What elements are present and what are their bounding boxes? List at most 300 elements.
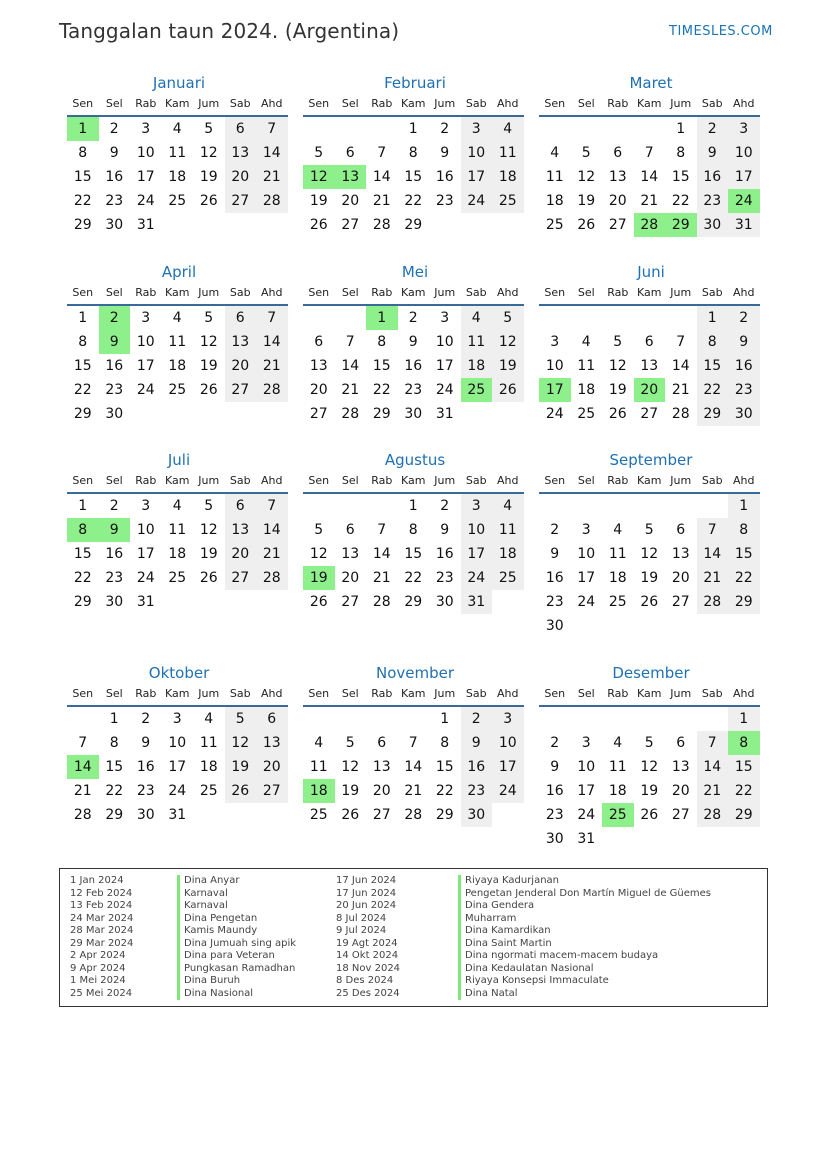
day-cell: 9 <box>440 522 450 538</box>
day-cell: 12 <box>640 759 659 775</box>
month-november <box>303 663 527 827</box>
day-cell: 4 <box>204 711 214 727</box>
day-cell: 16 <box>105 358 124 374</box>
day-cell: 28 <box>671 406 690 422</box>
day-cell: 9 <box>728 330 760 354</box>
weekday-header: Jum <box>665 286 697 306</box>
weekday-header: Jum <box>193 474 225 494</box>
day-cell: 4 <box>172 310 182 326</box>
weekday-header: Kam <box>398 97 430 117</box>
day-cell: 28 <box>341 406 360 422</box>
day-cell: 3 <box>581 735 591 751</box>
day-cell: 29 <box>404 217 423 233</box>
month-days-grid <box>303 286 527 426</box>
holiday-name: Dina Kamardikan <box>458 925 711 938</box>
day-cell: 10 <box>577 759 596 775</box>
day-cell: 25 <box>608 594 627 610</box>
day-cell: 29 <box>105 807 124 823</box>
day-cell: 4 <box>492 117 524 141</box>
weekday-header: Sel <box>335 286 367 306</box>
weekday-header: Kam <box>398 687 430 707</box>
day-cell: 13 <box>640 358 659 374</box>
day-cell: 7 <box>256 117 288 141</box>
month-name: Juni <box>637 263 665 281</box>
day-cell: 9 <box>440 145 450 161</box>
day-cell: 10 <box>545 358 564 374</box>
day-cell: 23 <box>697 189 729 213</box>
day-cell: 31 <box>461 590 493 614</box>
day-cell: 17 <box>577 570 596 586</box>
weekday-header: Rab <box>602 286 634 306</box>
day-cell: 16 <box>435 169 454 185</box>
day-cell: 4 <box>613 735 623 751</box>
month-februari <box>303 73 527 237</box>
empty-day-cell <box>398 707 430 731</box>
weekday-header: Sen <box>303 474 335 494</box>
day-cell: 18 <box>608 783 627 799</box>
day-cell: 16 <box>545 783 564 799</box>
empty-day-cell <box>571 494 603 518</box>
day-cell: 20 <box>671 570 690 586</box>
day-cell: 6 <box>613 145 623 161</box>
day-cell: 23 <box>435 193 454 209</box>
day-cell: 28 <box>372 594 391 610</box>
day-cell: 8 <box>408 522 418 538</box>
day-cell: 19 <box>640 570 659 586</box>
day-cell: 12 <box>608 358 627 374</box>
day-cell: 4 <box>492 494 524 518</box>
day-cell: 5 <box>581 145 591 161</box>
day-cell: 4 <box>613 522 623 538</box>
day-cell: 17 <box>136 358 155 374</box>
day-cell: 19 <box>492 354 524 378</box>
day-cell: 8 <box>78 334 88 350</box>
holiday-name: Dina Jumuah sing apik <box>177 938 296 951</box>
empty-day-cell <box>539 494 571 518</box>
holiday-day-cell: 2 <box>99 306 131 330</box>
day-cell: 24 <box>435 382 454 398</box>
weekday-header: Kam <box>398 474 430 494</box>
day-cell: 31 <box>728 213 760 237</box>
day-cell: 11 <box>608 546 627 562</box>
day-cell: 18 <box>492 165 524 189</box>
holiday-date: 1 Mei 2024 <box>70 975 126 986</box>
day-cell: 21 <box>671 382 690 398</box>
day-cell: 15 <box>73 358 92 374</box>
empty-day-cell <box>665 306 697 330</box>
day-cell: 19 <box>309 193 328 209</box>
brand-link[interactable]: TIMESLES.COM <box>669 24 773 39</box>
month-name: November <box>375 664 455 682</box>
weekday-header: Sab <box>461 474 493 494</box>
day-cell: 16 <box>105 169 124 185</box>
day-cell: 27 <box>671 594 690 610</box>
day-cell: 14 <box>671 358 690 374</box>
weekday-header: Rab <box>366 687 398 707</box>
day-cell: 15 <box>105 759 124 775</box>
day-cell: 23 <box>545 594 564 610</box>
day-cell: 25 <box>168 570 187 586</box>
day-cell: 7 <box>377 522 387 538</box>
holiday-name: Dina Anyar <box>177 875 296 888</box>
day-cell: 2 <box>109 498 119 514</box>
day-cell: 1 <box>408 121 418 137</box>
day-cell: 6 <box>345 522 355 538</box>
day-cell: 12 <box>199 522 218 538</box>
day-cell: 15 <box>73 169 92 185</box>
day-cell: 2 <box>461 707 493 731</box>
month-days-grid <box>303 97 527 237</box>
day-cell: 17 <box>435 358 454 374</box>
day-cell: 23 <box>728 378 760 402</box>
weekday-header: Rab <box>366 474 398 494</box>
day-cell: 3 <box>141 121 151 137</box>
day-cell: 27 <box>372 807 391 823</box>
day-cell: 15 <box>404 546 423 562</box>
day-cell: 26 <box>577 217 596 233</box>
weekday-header: Ahd <box>256 97 288 117</box>
weekday-header: Ahd <box>492 286 524 306</box>
day-cell: 5 <box>225 707 257 731</box>
month-agustus <box>303 450 527 614</box>
day-cell: 25 <box>199 783 218 799</box>
day-cell: 8 <box>109 735 119 751</box>
day-cell: 16 <box>461 755 493 779</box>
day-cell: 2 <box>697 117 729 141</box>
holiday-name: Dina Kedaulatan Nasional <box>458 963 711 976</box>
day-cell: 12 <box>640 546 659 562</box>
weekday-header: Kam <box>162 97 194 117</box>
holiday-name: Dina Nasional <box>177 988 296 1001</box>
day-cell: 11 <box>168 522 187 538</box>
day-cell: 21 <box>256 354 288 378</box>
day-cell: 17 <box>577 783 596 799</box>
weekday-header: Sab <box>697 97 729 117</box>
weekday-header: Rab <box>602 474 634 494</box>
day-cell: 30 <box>404 406 423 422</box>
day-cell: 25 <box>309 807 328 823</box>
empty-day-cell <box>634 117 666 141</box>
weekday-header: Sel <box>335 97 367 117</box>
day-cell: 6 <box>225 494 257 518</box>
day-cell: 2 <box>109 121 119 137</box>
day-cell: 2 <box>408 310 418 326</box>
day-cell: 5 <box>644 735 654 751</box>
holiday-day-cell: 28 <box>634 213 666 237</box>
day-cell: 10 <box>136 334 155 350</box>
day-cell: 22 <box>73 570 92 586</box>
day-cell: 28 <box>697 590 729 614</box>
day-cell: 1 <box>728 707 760 731</box>
day-cell: 23 <box>404 382 423 398</box>
day-cell: 12 <box>577 169 596 185</box>
day-cell: 27 <box>225 566 257 590</box>
day-cell: 31 <box>577 831 596 847</box>
day-cell: 21 <box>404 783 423 799</box>
month-name: Maret <box>629 74 673 92</box>
day-cell: 2 <box>440 121 450 137</box>
day-cell: 11 <box>608 759 627 775</box>
weekday-header: Ahd <box>492 474 524 494</box>
day-cell: 24 <box>136 193 155 209</box>
day-cell: 10 <box>728 141 760 165</box>
day-cell: 26 <box>309 217 328 233</box>
day-cell: 13 <box>309 358 328 374</box>
day-cell: 30 <box>728 402 760 426</box>
day-cell: 15 <box>372 358 391 374</box>
day-cell: 22 <box>697 378 729 402</box>
holiday-date: 28 Mar 2024 <box>70 925 134 936</box>
day-cell: 12 <box>199 334 218 350</box>
day-cell: 11 <box>577 358 596 374</box>
day-cell: 16 <box>697 165 729 189</box>
legend-names-col-2 <box>458 875 711 1000</box>
day-cell: 26 <box>492 378 524 402</box>
weekday-header: Rab <box>366 97 398 117</box>
day-cell: 13 <box>671 759 690 775</box>
day-cell: 10 <box>136 522 155 538</box>
day-cell: 21 <box>256 165 288 189</box>
weekday-header: Rab <box>366 286 398 306</box>
day-cell: 6 <box>676 522 686 538</box>
weekday-header: Kam <box>162 286 194 306</box>
month-days-grid <box>67 97 291 237</box>
day-cell: 7 <box>644 145 654 161</box>
holiday-day-cell: 29 <box>665 213 697 237</box>
day-cell: 29 <box>404 594 423 610</box>
day-cell: 17 <box>728 165 760 189</box>
day-cell: 6 <box>345 145 355 161</box>
day-cell: 27 <box>341 594 360 610</box>
day-cell: 10 <box>461 141 493 165</box>
day-cell: 28 <box>404 807 423 823</box>
day-cell: 23 <box>105 570 124 586</box>
holiday-name: Karnaval <box>177 888 296 901</box>
day-cell: 5 <box>644 522 654 538</box>
weekday-header: Sel <box>99 687 131 707</box>
day-cell: 27 <box>225 189 257 213</box>
empty-day-cell <box>335 117 367 141</box>
day-cell: 25 <box>492 566 524 590</box>
day-cell: 24 <box>136 570 155 586</box>
holiday-name: Dina ngormati macem-macem budaya <box>458 950 711 963</box>
day-cell: 21 <box>372 570 391 586</box>
holiday-date: 9 Jul 2024 <box>336 925 387 936</box>
day-cell: 5 <box>314 145 324 161</box>
day-cell: 22 <box>728 779 760 803</box>
empty-day-cell <box>303 707 335 731</box>
day-cell: 4 <box>461 306 493 330</box>
day-cell: 2 <box>550 735 560 751</box>
day-cell: 18 <box>199 759 218 775</box>
day-cell: 22 <box>671 193 690 209</box>
weekday-header: Sab <box>225 286 257 306</box>
day-cell: 27 <box>341 217 360 233</box>
day-cell: 2 <box>440 498 450 514</box>
day-cell: 8 <box>377 334 387 350</box>
month-name: Desember <box>612 664 690 682</box>
day-cell: 6 <box>256 707 288 731</box>
weekday-header: Jum <box>429 474 461 494</box>
weekday-header: Jum <box>665 97 697 117</box>
month-days-grid <box>539 286 763 426</box>
day-cell: 24 <box>492 779 524 803</box>
holiday-date: 29 Mar 2024 <box>70 937 134 949</box>
day-cell: 29 <box>372 406 391 422</box>
weekday-header: Sen <box>539 97 571 117</box>
day-cell: 28 <box>256 566 288 590</box>
holiday-name: Muharram <box>458 913 711 926</box>
day-cell: 12 <box>492 330 524 354</box>
day-cell: 16 <box>545 570 564 586</box>
holiday-day-cell: 17 <box>539 378 571 402</box>
empty-day-cell <box>602 707 634 731</box>
day-cell: 21 <box>697 779 729 803</box>
holiday-day-cell: 13 <box>335 165 367 189</box>
day-cell: 7 <box>345 334 355 350</box>
day-cell: 11 <box>168 334 187 350</box>
weekday-header: Sel <box>335 687 367 707</box>
month-mei <box>303 262 527 426</box>
day-cell: 19 <box>341 783 360 799</box>
day-cell: 1 <box>78 498 88 514</box>
weekday-header: Sel <box>571 286 603 306</box>
weekday-header: Ahd <box>492 687 524 707</box>
day-cell: 5 <box>613 334 623 350</box>
day-cell: 24 <box>461 566 493 590</box>
holiday-date: 9 Apr 2024 <box>70 962 126 974</box>
holiday-day-cell: 8 <box>728 731 760 755</box>
day-cell: 15 <box>73 546 92 562</box>
weekday-header: Ahd <box>256 286 288 306</box>
weekday-header: Ahd <box>492 97 524 117</box>
day-cell: 16 <box>404 358 423 374</box>
day-cell: 26 <box>608 406 627 422</box>
day-cell: 8 <box>676 145 686 161</box>
holiday-day-cell: 18 <box>303 779 335 803</box>
day-cell: 14 <box>372 169 391 185</box>
weekday-header: Rab <box>602 97 634 117</box>
day-cell: 26 <box>640 807 659 823</box>
weekday-header: Kam <box>162 474 194 494</box>
day-cell: 16 <box>728 354 760 378</box>
day-cell: 20 <box>225 542 257 566</box>
weekday-header: Jum <box>665 474 697 494</box>
day-cell: 30 <box>435 594 454 610</box>
month-april <box>67 262 291 426</box>
weekday-header: Rab <box>130 687 162 707</box>
day-cell: 15 <box>435 759 454 775</box>
weekday-header: Kam <box>634 286 666 306</box>
empty-day-cell <box>366 707 398 731</box>
day-cell: 27 <box>256 779 288 803</box>
month-name: Agustus <box>384 451 446 469</box>
empty-day-cell <box>634 707 666 731</box>
weekday-header: Jum <box>429 286 461 306</box>
weekday-header: Sab <box>461 286 493 306</box>
day-cell: 9 <box>408 334 418 350</box>
day-cell: 13 <box>225 330 257 354</box>
day-cell: 20 <box>608 193 627 209</box>
day-cell: 20 <box>341 193 360 209</box>
weekday-header: Sen <box>539 687 571 707</box>
day-cell: 25 <box>545 217 564 233</box>
empty-day-cell <box>665 494 697 518</box>
day-cell: 13 <box>671 546 690 562</box>
day-cell: 7 <box>78 735 88 751</box>
month-name: Mei <box>401 263 429 281</box>
day-cell: 29 <box>73 406 92 422</box>
weekday-header: Ahd <box>728 474 760 494</box>
day-cell: 30 <box>461 803 493 827</box>
holiday-day-cell: 1 <box>366 306 398 330</box>
day-cell: 26 <box>199 570 218 586</box>
day-cell: 26 <box>341 807 360 823</box>
weekday-header: Sen <box>539 286 571 306</box>
day-cell: 6 <box>225 306 257 330</box>
day-cell: 5 <box>204 498 214 514</box>
weekday-header: Rab <box>602 687 634 707</box>
day-cell: 17 <box>461 165 493 189</box>
day-cell: 1 <box>440 711 450 727</box>
day-cell: 8 <box>78 145 88 161</box>
day-cell: 21 <box>697 566 729 590</box>
day-cell: 1 <box>408 498 418 514</box>
empty-day-cell <box>366 494 398 518</box>
day-cell: 3 <box>461 117 493 141</box>
day-cell: 9 <box>697 141 729 165</box>
weekday-header: Sab <box>225 97 257 117</box>
holiday-date: 20 Jun 2024 <box>336 900 397 911</box>
day-cell: 4 <box>550 145 560 161</box>
holiday-day-cell: 14 <box>67 755 99 779</box>
day-cell: 22 <box>404 570 423 586</box>
day-cell: 9 <box>141 735 151 751</box>
day-cell: 23 <box>461 779 493 803</box>
day-cell: 20 <box>372 783 391 799</box>
day-cell: 24 <box>545 406 564 422</box>
day-cell: 6 <box>225 117 257 141</box>
month-januari <box>67 73 291 237</box>
day-cell: 19 <box>577 193 596 209</box>
day-cell: 3 <box>550 334 560 350</box>
day-cell: 9 <box>461 731 493 755</box>
day-cell: 15 <box>728 755 760 779</box>
day-cell: 19 <box>225 755 257 779</box>
day-cell: 19 <box>640 783 659 799</box>
holiday-date: 13 Feb 2024 <box>70 900 133 911</box>
day-cell: 11 <box>545 169 564 185</box>
day-cell: 3 <box>141 498 151 514</box>
empty-day-cell <box>571 707 603 731</box>
day-cell: 29 <box>73 594 92 610</box>
day-cell: 18 <box>492 542 524 566</box>
day-cell: 23 <box>545 807 564 823</box>
empty-day-cell <box>571 306 603 330</box>
day-cell: 26 <box>199 382 218 398</box>
day-cell: 14 <box>256 141 288 165</box>
day-cell: 22 <box>372 382 391 398</box>
day-cell: 27 <box>671 807 690 823</box>
day-cell: 22 <box>404 193 423 209</box>
weekday-header: Sen <box>67 474 99 494</box>
empty-day-cell <box>697 494 729 518</box>
weekday-header: Kam <box>634 687 666 707</box>
weekday-header: Sen <box>303 286 335 306</box>
holiday-date: 17 Jun 2024 <box>336 875 397 886</box>
day-cell: 7 <box>256 494 288 518</box>
day-cell: 30 <box>545 831 564 847</box>
